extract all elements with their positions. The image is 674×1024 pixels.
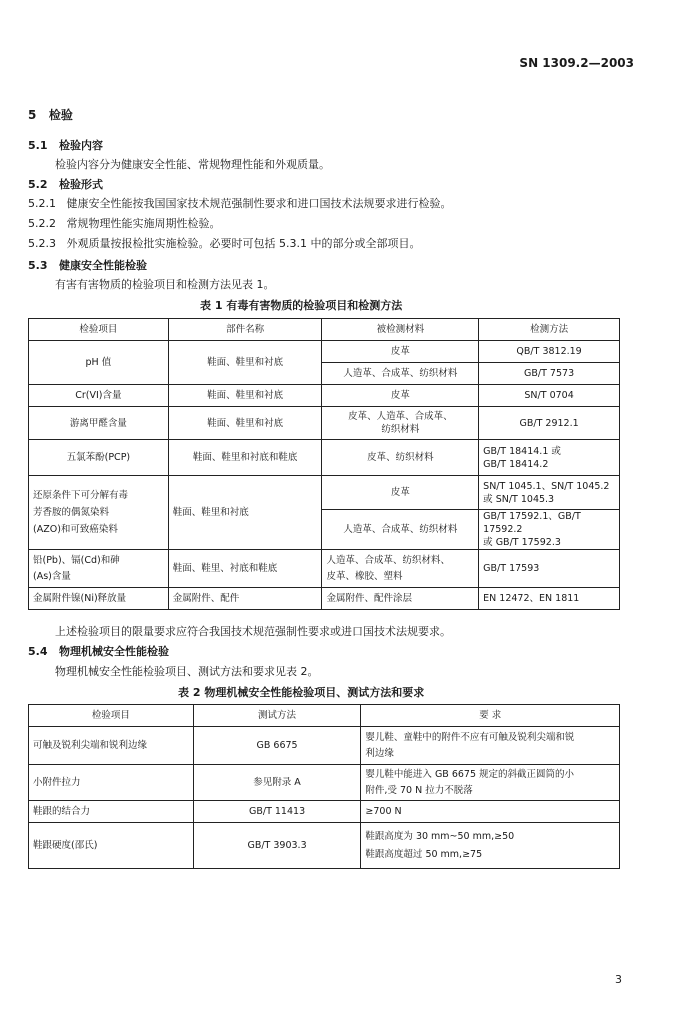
section-5-3-heading — [28, 257, 147, 273]
section-5-2-heading — [28, 176, 103, 192]
cell-line: 皮革、人造革、合成革、 — [348, 411, 453, 422]
table-row — [29, 550, 620, 588]
section-number: 5.2.3 — [28, 237, 56, 250]
table-cell: 可触及锐利尖端和锐利边缘 — [29, 727, 194, 765]
table-1 — [28, 318, 620, 610]
table-cell: 鞋面、鞋里和衬底和鞋底 — [168, 440, 322, 476]
section-number: 5.4 — [28, 645, 48, 658]
table-header-cell: 要 求 — [361, 705, 620, 727]
table-cell — [29, 550, 169, 588]
section-5-2-1 — [28, 195, 452, 211]
document-id: SN 1309.2—2003 — [519, 56, 634, 70]
table-cell — [361, 727, 620, 765]
table-row — [29, 476, 620, 510]
table-row — [29, 319, 620, 341]
table-header-cell: 检验项目 — [29, 705, 194, 727]
table-cell — [479, 510, 620, 550]
table-1-caption: 表 1 有毒有害物质的检验项目和检测方法 — [200, 299, 403, 312]
table-cell: 鞋跟硬度(邵氏) — [29, 823, 194, 869]
cell-line: 利边缘 — [365, 747, 394, 759]
table-cell: ≥700 N — [361, 801, 620, 823]
section-5-1-heading — [28, 137, 103, 153]
cell-line: 鞋跟高度为 30 mm~50 mm,≥50 — [365, 830, 515, 842]
table-row — [29, 823, 620, 869]
section-number: 5.1 — [28, 139, 48, 152]
table-cell: 鞋面、鞋里和衬底 — [168, 385, 322, 407]
table-cell: 皮革 — [322, 385, 479, 407]
table-cell: 鞋面、鞋里和衬底 — [168, 476, 322, 550]
section-title: 检验形式 — [59, 178, 103, 191]
cell-line: 还原条件下可分解有毒 — [33, 490, 129, 501]
table-cell — [361, 823, 620, 869]
table-cell: 人造革、合成革、纺织材料 — [322, 510, 479, 550]
section-5-2-3 — [28, 235, 420, 251]
cell-line: 芳香胺的偶氮染料 — [33, 507, 110, 518]
table-cell — [322, 407, 479, 440]
table-cell — [322, 550, 479, 588]
table-row — [29, 588, 620, 610]
table-header-cell: 检验项目 — [29, 319, 169, 341]
section-title: 检验内容 — [59, 139, 103, 152]
table-cell: 金属附件、配件 — [168, 588, 322, 610]
section-5-1-text: 检验内容分为健康安全性能、常规物理性能和外观质量。 — [55, 158, 330, 171]
page-number: 3 — [615, 973, 622, 986]
table-cell: GB/T 3903.3 — [193, 823, 361, 869]
cell-line: 婴儿鞋中能进入 GB 6675 规定的斜截正圆筒的小 — [365, 768, 575, 780]
table-cell: 人造革、合成革、纺织材料 — [322, 363, 479, 385]
cell-line: 鞋跟高度超过 50 mm,≥75 — [365, 848, 483, 860]
table-row — [29, 440, 620, 476]
section-number: 5.3 — [28, 259, 48, 272]
table-cell: 金属附件镍(Ni)释放量 — [29, 588, 169, 610]
table-cell: GB/T 2912.1 — [479, 407, 620, 440]
section-5-3-text: 有害有害物质的检验项目和检测方法见表 1。 — [55, 278, 275, 291]
table-2 — [28, 704, 620, 869]
cell-line: (As)含量 — [33, 570, 71, 582]
cell-line: 或 SN/T 1045.3 — [483, 493, 555, 505]
table-cell: 鞋面、鞋里和衬底 — [168, 407, 322, 440]
table-cell: 小附件拉力 — [29, 765, 194, 801]
table-cell: 游离甲醛含量 — [29, 407, 169, 440]
section-5-4-text: 物理机械安全性能检验项目、测试方法和要求见表 2。 — [55, 665, 319, 678]
section-number: 5.2.1 — [28, 197, 56, 210]
section-number: 5 — [28, 108, 37, 122]
table-cell: 五氯苯酚(PCP) — [29, 440, 169, 476]
cell-line: 皮革、橡胶、塑料 — [326, 570, 403, 582]
cell-line: 纺织材料 — [381, 424, 420, 435]
cell-line: GB/T 17592.1、GB/T 17592.2 — [483, 511, 581, 535]
section-text: 常规物理性能实施周期性检验。 — [66, 217, 221, 230]
table-cell: 皮革、纺织材料 — [322, 440, 479, 476]
cell-line: SN/T 1045.1、SN/T 1045.2 — [483, 480, 610, 492]
table-cell: GB/T 17593 — [479, 550, 620, 588]
table-header-cell: 测试方法 — [193, 705, 361, 727]
table-row — [29, 341, 620, 363]
table-cell: Cr(VI)含量 — [29, 385, 169, 407]
section-5-heading — [28, 106, 73, 123]
cell-line: GB/T 18414.2 — [483, 458, 549, 470]
cell-line: 人造革、合成革、纺织材料、 — [326, 554, 450, 566]
table-cell: GB 6675 — [193, 727, 361, 765]
table-cell — [361, 765, 620, 801]
section-number: 5.2.2 — [28, 217, 56, 230]
table-row — [29, 705, 620, 727]
table-row — [29, 801, 620, 823]
table-header-cell: 被检测材料 — [322, 319, 479, 341]
table-row — [29, 385, 620, 407]
section-title: 检验 — [48, 108, 73, 122]
section-5-2-2 — [28, 215, 221, 231]
section-text: 健康安全性能按我国国家技术规范强制性要求和进口国技术法规要求进行检验。 — [66, 197, 452, 210]
table-row — [29, 407, 620, 440]
section-5-4-heading — [28, 643, 169, 659]
cell-line: GB/T 18414.1 或 — [483, 445, 561, 457]
table-cell: 皮革 — [322, 476, 479, 510]
section-text: 外观质量按报检批实施检验。必要时可包括 5.3.1 中的部分或全部项目。 — [66, 237, 421, 250]
cell-line: 婴儿鞋、童鞋中的附件不应有可触及锐利尖端和锐 — [365, 731, 575, 743]
table-row — [29, 765, 620, 801]
cell-line: 附件,受 70 N 拉力不脱落 — [365, 784, 473, 796]
table-cell: 金属附件、配件涂层 — [322, 588, 479, 610]
table-row — [29, 727, 620, 765]
table-cell: pH 值 — [29, 341, 169, 385]
after-table-1-text: 上述检验项目的限量要求应符合我国技术规范强制性要求或进口国技术法规要求。 — [55, 625, 451, 638]
table-header-cell: 部件名称 — [168, 319, 322, 341]
table-cell: 鞋面、鞋里和衬底 — [168, 341, 322, 385]
section-title: 健康安全性能检验 — [59, 259, 147, 272]
table-cell: 鞋跟的结合力 — [29, 801, 194, 823]
table-cell: EN 12472、EN 1811 — [479, 588, 620, 610]
table-header-cell: 检测方法 — [479, 319, 620, 341]
table-cell — [479, 476, 620, 510]
section-title: 物理机械安全性能检验 — [59, 645, 169, 658]
table-cell: 参见附录 A — [193, 765, 361, 801]
table-cell: SN/T 0704 — [479, 385, 620, 407]
table-cell: QB/T 3812.19 — [479, 341, 620, 363]
table-cell — [479, 440, 620, 476]
table-cell: 鞋面、鞋里、衬底和鞋底 — [168, 550, 322, 588]
table-2-caption: 表 2 物理机械安全性能检验项目、测试方法和要求 — [178, 686, 425, 699]
cell-line: (AZO)和可致癌染料 — [33, 524, 118, 535]
table-cell: 皮革 — [322, 341, 479, 363]
cell-line: 或 GB/T 17592.3 — [483, 537, 561, 548]
cell-line: 铅(Pb)、镉(Cd)和砷 — [33, 554, 120, 566]
table-cell: GB/T 11413 — [193, 801, 361, 823]
section-number: 5.2 — [28, 178, 48, 191]
table-cell: GB/T 7573 — [479, 363, 620, 385]
table-cell — [29, 476, 169, 550]
